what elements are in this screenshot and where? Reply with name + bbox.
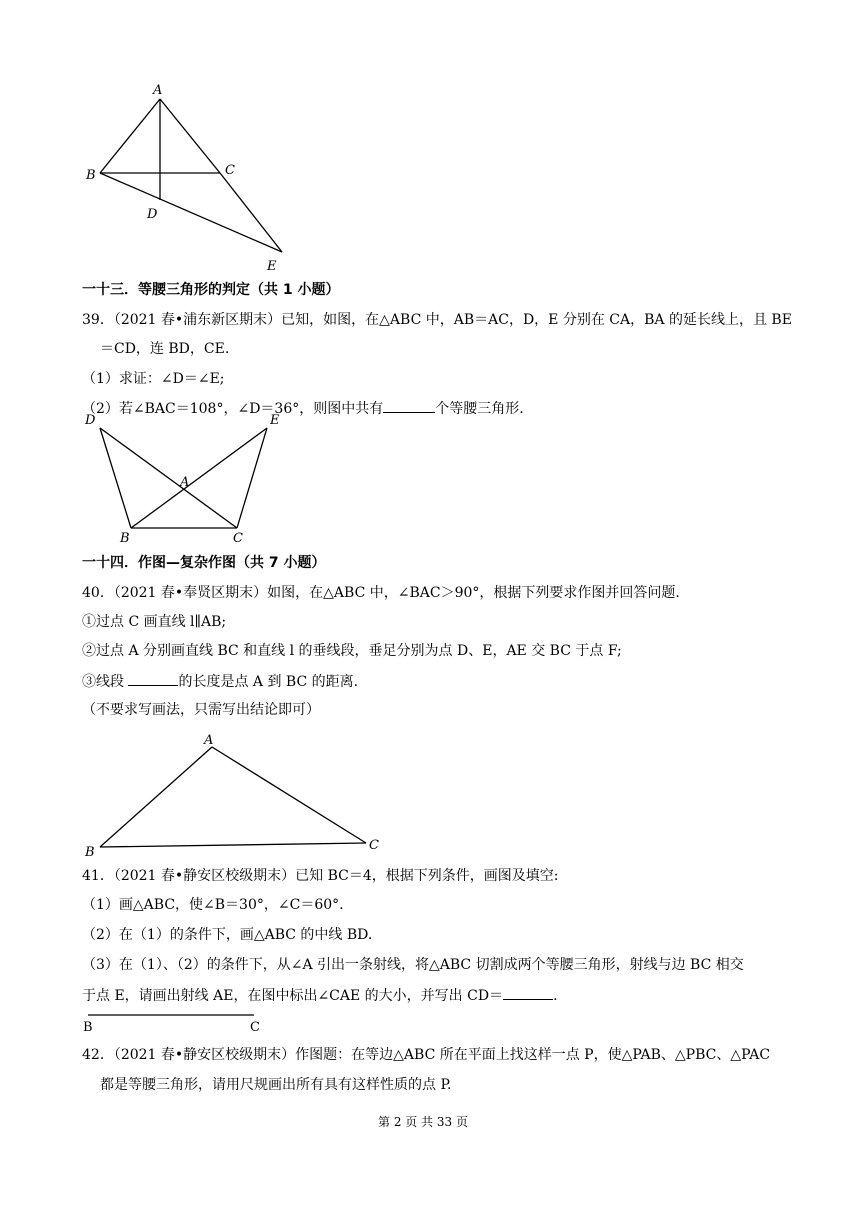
section-13-heading: 一十三．等腰三角形的判定（共 1 小题） xyxy=(82,282,340,298)
section-14-heading: 一十四．作图—复杂作图（共 7 小题） xyxy=(82,555,326,571)
label-b: B xyxy=(86,168,96,183)
label-c: C xyxy=(250,1020,260,1035)
page-footer: 第 2 页 共 33 页 xyxy=(378,1115,468,1129)
label-e: E xyxy=(270,413,280,428)
q41-part3-suffix: . xyxy=(553,988,558,1004)
q39-line1: 39．（2021 春•浦东新区期末）已知，如图，在△ABC 中，AB＝AC，D，E 分别在 CA，BA 的延长线上，且 BE xyxy=(82,312,792,328)
label-b: B xyxy=(120,531,130,546)
label-b: B xyxy=(83,1020,93,1035)
q42-line1: 42．（2021 春•静安区校级期末）作图题：在等边△ABC 所在平面上找这样一点 P，使△PAB、△PBC、△PAC xyxy=(82,1047,771,1063)
q40-step1: ①过点 C 画直线 l∥AB; xyxy=(82,614,227,630)
q41-part3-line1: （3）在（1）、（2）的条件下，从∠A 引出一条射线，将△ABC 切割成两个等腰三角形，射线与边 BC 相交 xyxy=(82,957,744,973)
q42-line2: 都是等腰三角形，请用尺规画出所有具有这样性质的点 P. xyxy=(100,1077,452,1093)
label-a: A xyxy=(204,733,214,748)
q39-part1: （1）求证：∠D＝∠E; xyxy=(82,371,225,387)
label-a: A xyxy=(180,475,190,490)
q41-part2: （2）在（1）的条件下，画△ABC 的中线 BD. xyxy=(82,927,373,943)
label-c: C xyxy=(369,838,379,853)
label-b: B xyxy=(85,845,95,860)
q41-part3-prefix: 于点 E，请画出射线 AE，在图中标出∠CAE 的大小，并写出 CD＝ xyxy=(82,988,504,1004)
label-c: C xyxy=(233,531,243,546)
q41-part1: （1）画△ABC，使∠B＝30°，∠C＝60°. xyxy=(82,897,344,913)
label-c: C xyxy=(225,163,235,178)
q39-line2: ＝CD，连 BD，CE. xyxy=(100,341,230,357)
q39-part2-prefix: （2）若∠BAC＝108°，∠D＝36°，则图中共有 xyxy=(82,401,384,417)
q40-line1: 40．（2021 春•奉贤区期末）如图，在△ABC 中，∠BAC＞90°，根据下列要求作图并回答问题. xyxy=(82,585,680,601)
label-d: D xyxy=(85,413,96,428)
label-e: E xyxy=(267,259,277,274)
q40-step2: ②过点 A 分别画直线 BC 和直线 l 的垂线段，垂足分别为点 D、E，AE 交 BC 于点 F; xyxy=(82,643,622,659)
label-a: A xyxy=(153,83,163,98)
q41-line1: 41．（2021 春•静安区校级期末）已知 BC＝4，根据下列条件，画图及填空: xyxy=(82,868,559,884)
q40-step3-prefix: ③线段 xyxy=(82,674,124,690)
q40-note: （不要求写画法，只需写出结论即可） xyxy=(82,702,320,718)
q39-part2-suffix: 个等腰三角形. xyxy=(435,401,524,417)
label-d: D xyxy=(147,207,158,222)
q40-step3-suffix: 的长度是点 A 到 BC 的距离. xyxy=(178,674,359,690)
